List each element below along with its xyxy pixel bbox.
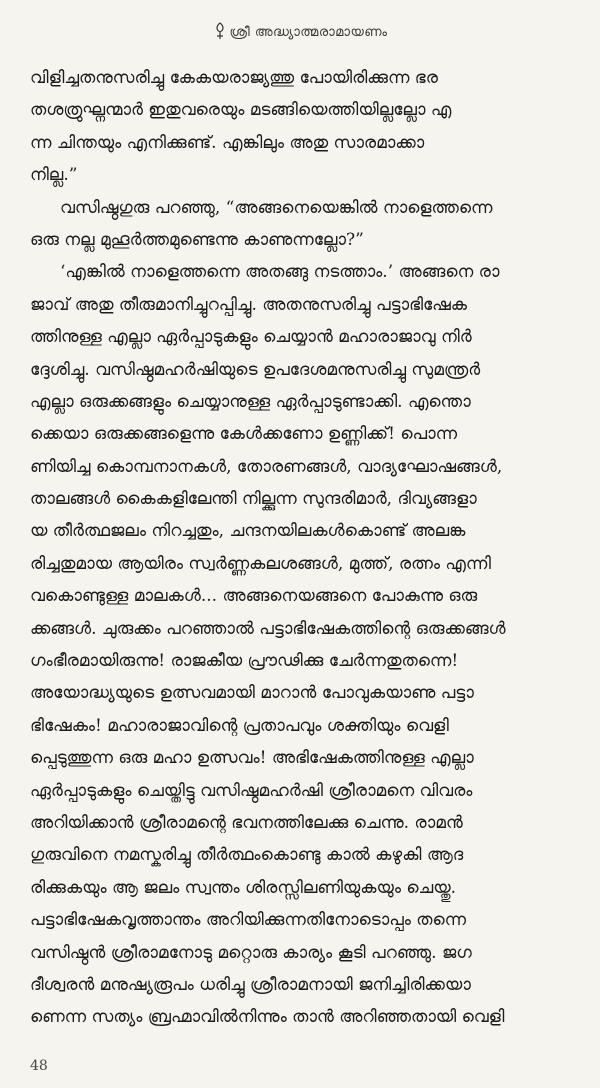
text-line: ന്ന ചിന്തയും എനിക്കുണ്ട്. എങ്കിലും അതു സാരമാക്കാ — [30, 132, 425, 153]
text-line: പ്പെടുത്തുന്ന ഒരു മഹാ ഉത്സവം! അഭിഷേകത്തിനുള്ള എല്ലാ — [30, 748, 474, 769]
text-line: ഭിഷേകം! മഹാരാജാവിന്റെ പ്രതാപവും ശക്തിയും വെളി — [30, 715, 449, 736]
text-line: ജാവ് അതു തീരുമാനിച്ചുറപ്പിച്ചു. അതനുസരിച്ചു പട്ടാഭിഷേക — [30, 294, 468, 315]
text-line: അയോദ്ധ്യയുടെ ഉത്സവമായി മാറാൻ പോവുകയാണു പട്ടാ — [30, 683, 474, 704]
text-line: ‘എങ്കിൽ നാളെത്തന്നെ അതങ്ങു നടത്താം.’ അങ്ങനെ രാ — [60, 262, 500, 283]
ornament-icon — [213, 22, 227, 40]
text-line: പട്ടാഭിഷേകവൃത്താന്തം അറിയിക്കുന്നതിനോടൊപ്പം തന്നെ — [30, 910, 467, 931]
text-line: ദ്ദേശിച്ചു. വസിഷ്ഠമഹർഷിയുടെ ഉപദേശമനുസരിച്ചു സുമന്ത്രർ — [30, 359, 481, 380]
text-line: തശത്രുഘ്നന്മാർ ഇതുവരെയും മടങ്ങിയെത്തിയില്ലല്ലോ എ — [30, 100, 452, 121]
text-line: ഗംഭീരമായിരുന്നു! രാജകീയ പ്രൗഢിക്കു ചേർന്നതുതന്നെ! — [30, 651, 459, 672]
text-line: വസിഷ്ഠൻ ശ്രീരാമനോടു മറ്റൊരു കാര്യം കൂടി പറഞ്ഞു. ജഗ — [30, 942, 472, 963]
text-line: താലങ്ങൾ കൈകളിലേന്തി നില്ക്കുന്ന സുന്ദരിമാർ, ദിവ്യങ്ങളാ — [30, 489, 477, 510]
text-line: രിക്കുകയും ആ ജലം സ്വന്തം ശിരസ്സിലണിയുകയും ചെയ്തു. — [30, 877, 457, 898]
text-line: ക്കെയാ ഒരുക്കങ്ങളെന്നു കേൾക്കണോ ഉണ്ണിക്ക്! പൊന്ന — [30, 424, 458, 445]
page-body — [30, 62, 570, 1034]
running-header — [0, 22, 600, 40]
text-line: നില്ല.” — [30, 165, 78, 186]
text-line: രിച്ചതുമായ ആയിരം സ്വർണ്ണകലശങ്ങൾ, മുത്ത്, രത്നം എന്നി — [30, 553, 491, 574]
text-line: ത്തിനുള്ള എല്ലാ ഏർപ്പാടുകളും ചെയ്യാൻ മഹാരാജാവു നിർ — [30, 327, 472, 348]
text-line: യ തീർത്ഥജലം നിറച്ചതും, ചന്ദനയിലകൾകൊണ്ട് അലങ്ക — [30, 521, 466, 542]
text-line: അറിയിക്കാൻ ശ്രീരാമന്റെ ഭവനത്തിലേക്കു ചെന്നു. രാമൻ — [30, 812, 463, 833]
text-line: ദീശ്വരൻ മനുഷ്യരൂപം ധരിച്ചു ശ്രീരാമനായി ജനിച്ചിരിക്കയാ — [30, 974, 471, 995]
text-line: വസിഷ്ഠഗുരു പറഞ്ഞു, “അങ്ങനെയെങ്കിൽ നാളെത്തന്നെ — [60, 197, 493, 218]
text-line: വിളിച്ചതനുസരിച്ചു കേകയരാജ്യത്തു പോയിരിക്കുന്ന ഭര — [30, 68, 438, 88]
text-line: ഗുരുവിനെ നമസ്കരിച്ചു തീർത്ഥംകൊണ്ടു കാൽ കഴുകി ആദ — [30, 845, 464, 866]
text-line: വകൊണ്ടുള്ള മാലകൾ... അങ്ങനെയങ്ങനെ പോകുന്നു ഒരു — [30, 586, 478, 607]
running-title: ശ്രീ അദ്ധ്യാത്മരാമായണം — [229, 25, 388, 40]
page-number: 48 — [30, 1058, 48, 1074]
text-line: ണിയിച്ച കൊമ്പനാനകൾ, തോരണങ്ങൾ, വാദ്യഘോഷങ്ങൾ, — [30, 456, 503, 477]
text-line: എല്ലാ ഒരുക്കങ്ങളും ചെയ്യാനുള്ള ഏർപ്പാടുണ്ടാക്കി. എന്തൊ — [30, 391, 471, 412]
text-line: ഒരു നല്ല മുഹൂർത്തമുണ്ടെന്നു കാണുന്നല്ലോ?” — [30, 229, 364, 250]
text-line: ണെന്ന സത്യം ബ്രഹ്മാവിൽനിന്നും താൻ അറിഞ്ഞതായി വെളി — [30, 1007, 505, 1028]
text-line: ഏർപ്പാടുകളും ചെയ്തിട്ടു വസിഷ്ഠമഹർഷി ശ്രീരാമനെ വിവരം — [30, 780, 473, 801]
text-line: ക്കങ്ങൾ. ചുരുക്കം പറഞ്ഞാൽ പട്ടാഭിഷേകത്തിന്റെ ഒരുക്കങ്ങൾ — [30, 618, 506, 639]
